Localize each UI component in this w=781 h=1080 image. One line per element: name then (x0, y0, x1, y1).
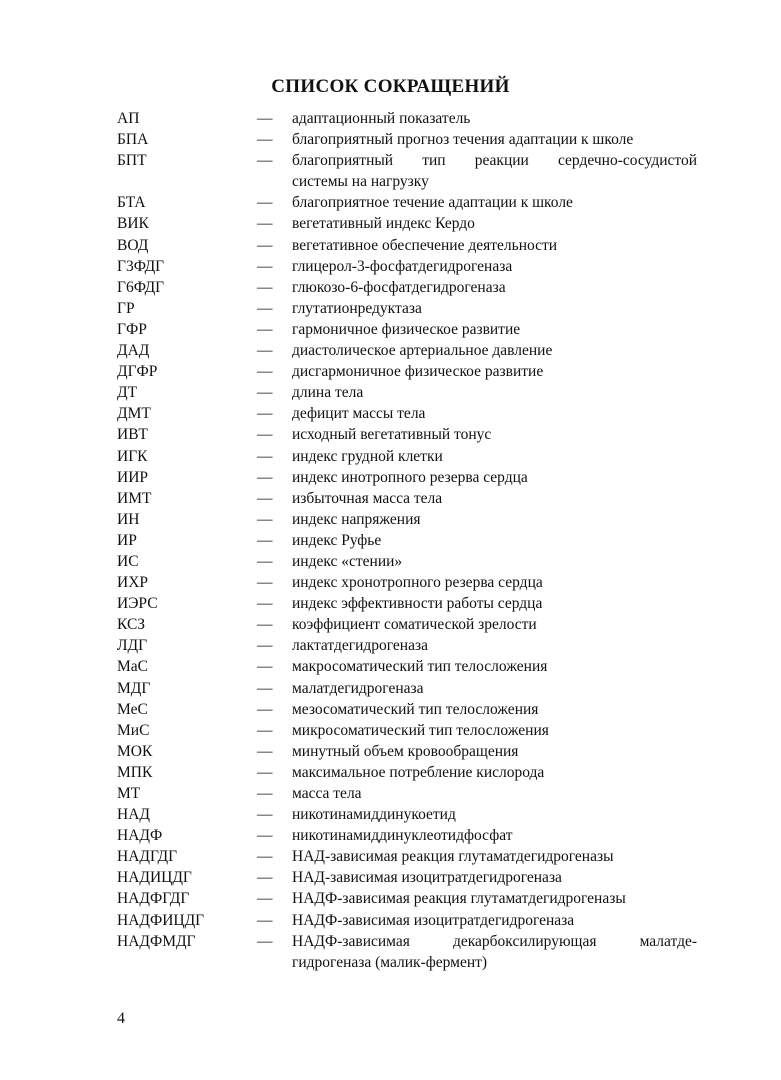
abbreviation-definition (292, 656, 697, 677)
em-dash-separator: — (257, 510, 273, 528)
abbreviation-definition (292, 488, 697, 509)
abbreviation-row (117, 551, 697, 572)
abbreviation-row (117, 846, 697, 867)
abbreviation-row (117, 150, 697, 192)
definition-line: коэффициент соматической зрелости (292, 616, 537, 634)
em-dash-separator: — (257, 806, 273, 824)
abbreviation-term: НАДФИЦДГ (117, 911, 205, 929)
abbreviation-definition (292, 614, 697, 635)
definition-line: НАД-зависимая реакция глутаматдегидрогеназы (292, 848, 614, 866)
abbreviation-term: ВОД (117, 236, 149, 254)
abbreviation-row (117, 931, 697, 973)
definition-line: исходный вегетативный тонус (292, 426, 492, 444)
abbreviation-definition (292, 551, 697, 572)
abbreviation-list (117, 108, 697, 973)
definition-line: благоприятное течение адаптации к школе (292, 194, 573, 212)
abbreviation-row (117, 213, 697, 234)
abbreviation-definition (292, 509, 697, 530)
abbreviation-term: НАДФГДГ (117, 890, 190, 908)
definition-line: индекс эффективности работы сердца (292, 595, 543, 613)
abbreviation-definition (292, 467, 697, 488)
definition-line: избыточная масса тела (292, 489, 443, 507)
abbreviation-definition (292, 825, 697, 846)
em-dash-separator: — (257, 468, 273, 486)
definition-continuation-line: системы на нагрузку (292, 173, 429, 191)
abbreviation-term: БПА (117, 131, 149, 149)
definition-continuation-line: гидрогеназа (малик-фермент) (292, 953, 488, 971)
abbreviation-definition (292, 635, 697, 656)
em-dash-separator: — (257, 194, 273, 212)
abbreviation-definition (292, 678, 697, 699)
em-dash-separator: — (257, 384, 273, 402)
abbreviation-row (117, 804, 697, 825)
definition-line: максимальное потребление кислорода (292, 763, 545, 781)
abbreviation-row (117, 783, 697, 804)
abbreviation-row (117, 319, 697, 340)
abbreviation-row (117, 572, 697, 593)
abbreviation-term: ИИР (117, 468, 149, 486)
abbreviation-row (117, 235, 697, 256)
abbreviation-row (117, 699, 697, 720)
em-dash-separator: — (257, 848, 273, 866)
abbreviation-term: ГФР (117, 320, 147, 338)
em-dash-separator: — (257, 721, 273, 739)
abbreviation-row (117, 888, 697, 909)
em-dash-separator: — (257, 827, 273, 845)
abbreviation-definition (292, 298, 697, 319)
em-dash-separator: — (257, 299, 273, 317)
abbreviation-term: МОК (117, 742, 153, 760)
abbreviation-definition (292, 277, 697, 298)
definition-line: НАДФ-зависимая декарбоксилирующая малатде- (292, 932, 697, 950)
abbreviation-definition (292, 256, 697, 277)
abbreviation-row (117, 762, 697, 783)
definition-line: глутатионредуктаза (292, 299, 422, 317)
definition-line: макросоматический тип телосложения (292, 658, 548, 676)
abbreviation-row (117, 741, 697, 762)
abbreviation-definition (292, 403, 697, 424)
abbreviation-term: Г3ФДГ (117, 257, 165, 275)
em-dash-separator: — (257, 405, 273, 423)
abbreviation-term: Г6ФДГ (117, 278, 165, 296)
em-dash-separator: — (257, 131, 273, 149)
abbreviation-row (117, 382, 697, 403)
abbreviation-row (117, 593, 697, 614)
definition-line: мезосоматический тип телосложения (292, 700, 539, 718)
em-dash-separator: — (257, 363, 273, 381)
abbreviation-definition (292, 150, 697, 192)
definition-line: индекс хронотропного резерва сердца (292, 574, 543, 592)
definition-line: индекс инотропного резерва сердца (292, 468, 528, 486)
definition-line: вегетативное обеспечение деятельности (292, 236, 558, 254)
abbreviation-term: МаС (117, 658, 148, 676)
abbreviation-term: ИС (117, 552, 139, 570)
abbreviation-term: НАД (117, 806, 150, 824)
definition-line: никотинамиддинукоетид (292, 806, 456, 824)
definition-line: адаптационный показатель (292, 110, 471, 127)
abbreviation-term: МПК (117, 763, 153, 781)
definition-line: глицерол-3-фосфатдегидрогеназа (292, 257, 513, 275)
abbreviation-row (117, 424, 697, 445)
definition-line: благоприятный тип реакции сердечно-сосудистой (292, 152, 697, 170)
abbreviation-definition (292, 846, 697, 867)
em-dash-separator: — (257, 595, 273, 613)
abbreviation-term: БПТ (117, 152, 147, 170)
abbreviation-term: ВИК (117, 215, 149, 233)
abbreviation-row (117, 720, 697, 741)
abbreviation-definition (292, 804, 697, 825)
abbreviation-definition (292, 741, 697, 762)
abbreviation-term: МТ (117, 785, 141, 802)
abbreviation-definition (292, 235, 697, 256)
em-dash-separator: — (257, 320, 273, 338)
abbreviation-term: ИР (117, 531, 137, 549)
abbreviation-row (117, 614, 697, 635)
em-dash-separator: — (257, 679, 273, 697)
abbreviation-row (117, 867, 697, 888)
definition-line: дефицит массы тела (292, 405, 426, 423)
abbreviation-definition (292, 361, 697, 382)
definition-line: масса тела (292, 785, 362, 802)
abbreviation-row (117, 277, 697, 298)
abbreviation-term: НАДФМДГ (117, 932, 196, 950)
abbreviation-definition (292, 213, 697, 234)
abbreviation-definition (292, 910, 697, 931)
abbreviation-row (117, 446, 697, 467)
abbreviation-definition (292, 699, 697, 720)
abbreviation-definition (292, 108, 697, 129)
abbreviation-term: ГР (117, 299, 135, 317)
page-number: 4 (117, 1010, 125, 1027)
abbreviation-definition (292, 530, 697, 551)
abbreviation-row (117, 635, 697, 656)
abbreviation-definition (292, 192, 697, 213)
abbreviation-row (117, 403, 697, 424)
abbreviation-term: НАДФ (117, 827, 163, 845)
page-title: СПИСОК СОКРАЩЕНИЙ (271, 76, 510, 97)
em-dash-separator: — (257, 257, 273, 275)
abbreviation-term: МеС (117, 700, 148, 718)
definition-line: дисгармоничное физическое развитие (292, 363, 544, 381)
definition-line: лактатдегидрогеназа (292, 637, 428, 655)
em-dash-separator: — (257, 531, 273, 549)
abbreviation-row (117, 656, 697, 677)
em-dash-separator: — (257, 911, 273, 929)
abbreviation-term: БТА (117, 194, 146, 212)
abbreviation-row (117, 488, 697, 509)
em-dash-separator: — (257, 869, 273, 887)
abbreviation-row (117, 467, 697, 488)
abbreviation-definition (292, 129, 697, 150)
em-dash-separator: — (257, 447, 273, 465)
abbreviation-definition (292, 931, 697, 973)
em-dash-separator: — (257, 890, 273, 908)
em-dash-separator: — (257, 342, 273, 360)
em-dash-separator: — (257, 932, 273, 950)
em-dash-separator: — (257, 426, 273, 444)
abbreviation-row (117, 361, 697, 382)
definition-line: длина тела (292, 384, 364, 402)
definition-line: минутный объем кровообращения (292, 742, 519, 760)
em-dash-separator: — (257, 215, 273, 233)
abbreviation-row (117, 340, 697, 361)
em-dash-separator: — (257, 552, 273, 570)
definition-line: индекс «стении» (292, 552, 403, 570)
em-dash-separator: — (257, 763, 273, 781)
em-dash-separator: — (257, 742, 273, 760)
abbreviation-row (117, 825, 697, 846)
definition-line: диастолическое артериальное давление (292, 342, 553, 360)
abbreviation-term: ИЭРС (117, 595, 158, 613)
em-dash-separator: — (257, 152, 273, 170)
definition-line: индекс грудной клетки (292, 447, 443, 465)
abbreviation-term: АП (117, 110, 140, 127)
em-dash-separator: — (257, 236, 273, 254)
abbreviation-definition (292, 340, 697, 361)
abbreviation-definition (292, 446, 697, 467)
abbreviation-row (117, 298, 697, 319)
abbreviation-definition (292, 424, 697, 445)
em-dash-separator: — (257, 637, 273, 655)
abbreviation-row (117, 678, 697, 699)
definition-line: НАДФ-зависимая изоцитратдегидрогеназа (292, 911, 575, 929)
em-dash-separator: — (257, 700, 273, 718)
definition-line: глюкозо-6-фосфатдегидрогеназа (292, 278, 506, 296)
abbreviation-definition (292, 572, 697, 593)
definition-line: гармоничное физическое развитие (292, 320, 521, 338)
em-dash-separator: — (257, 785, 273, 802)
abbreviation-term: ДМТ (117, 405, 151, 423)
abbreviation-term: ИВТ (117, 426, 148, 444)
abbreviation-definition (292, 762, 697, 783)
em-dash-separator: — (257, 489, 273, 507)
abbreviation-term: ИГК (117, 447, 148, 465)
abbreviation-term: ИХР (117, 574, 149, 592)
em-dash-separator: — (257, 110, 273, 127)
definition-line: НАДФ-зависимая реакция глутаматдегидрогеназы (292, 890, 626, 908)
abbreviation-row (117, 509, 697, 530)
definition-line: малатдегидрогеназа (292, 679, 424, 697)
abbreviation-term: ИМТ (117, 489, 152, 507)
abbreviation-term: НАДИЦДГ (117, 869, 192, 887)
abbreviation-definition (292, 867, 697, 888)
abbreviation-definition (292, 593, 697, 614)
abbreviation-row (117, 530, 697, 551)
abbreviation-term: ДГФР (117, 363, 158, 381)
em-dash-separator: — (257, 616, 273, 634)
abbreviation-term: ДАД (117, 342, 150, 360)
definition-line: микросоматический тип телосложения (292, 721, 549, 739)
abbreviation-definition (292, 319, 697, 340)
abbreviation-term: ЛДГ (117, 637, 148, 655)
abbreviation-definition (292, 720, 697, 741)
abbreviation-term: ИН (117, 510, 140, 528)
abbreviation-row (117, 256, 697, 277)
definition-line: благоприятный прогноз течения адаптации к школе (292, 131, 634, 149)
abbreviation-term: МДГ (117, 679, 151, 697)
definition-line: НАД-зависимая изоцитратдегидрогеназа (292, 869, 562, 887)
abbreviation-row (117, 910, 697, 931)
definition-line: никотинамиддинуклеотидфосфат (292, 827, 513, 845)
definition-line: индекс Руфье (292, 531, 382, 549)
abbreviation-term: КСЗ (117, 616, 146, 634)
abbreviation-term: НАДГДГ (117, 848, 178, 866)
em-dash-separator: — (257, 278, 273, 296)
abbreviation-row (117, 108, 697, 129)
em-dash-separator: — (257, 658, 273, 676)
definition-line: индекс напряжения (292, 510, 421, 528)
abbreviation-term: ДТ (117, 384, 138, 402)
definition-line: вегетативный индекс Кердо (292, 215, 475, 233)
abbreviation-definition (292, 783, 697, 804)
abbreviation-definition (292, 888, 697, 909)
abbreviation-row (117, 129, 697, 150)
abbreviation-term: МиС (117, 721, 150, 739)
abbreviation-row (117, 192, 697, 213)
em-dash-separator: — (257, 574, 273, 592)
abbreviation-definition (292, 382, 697, 403)
